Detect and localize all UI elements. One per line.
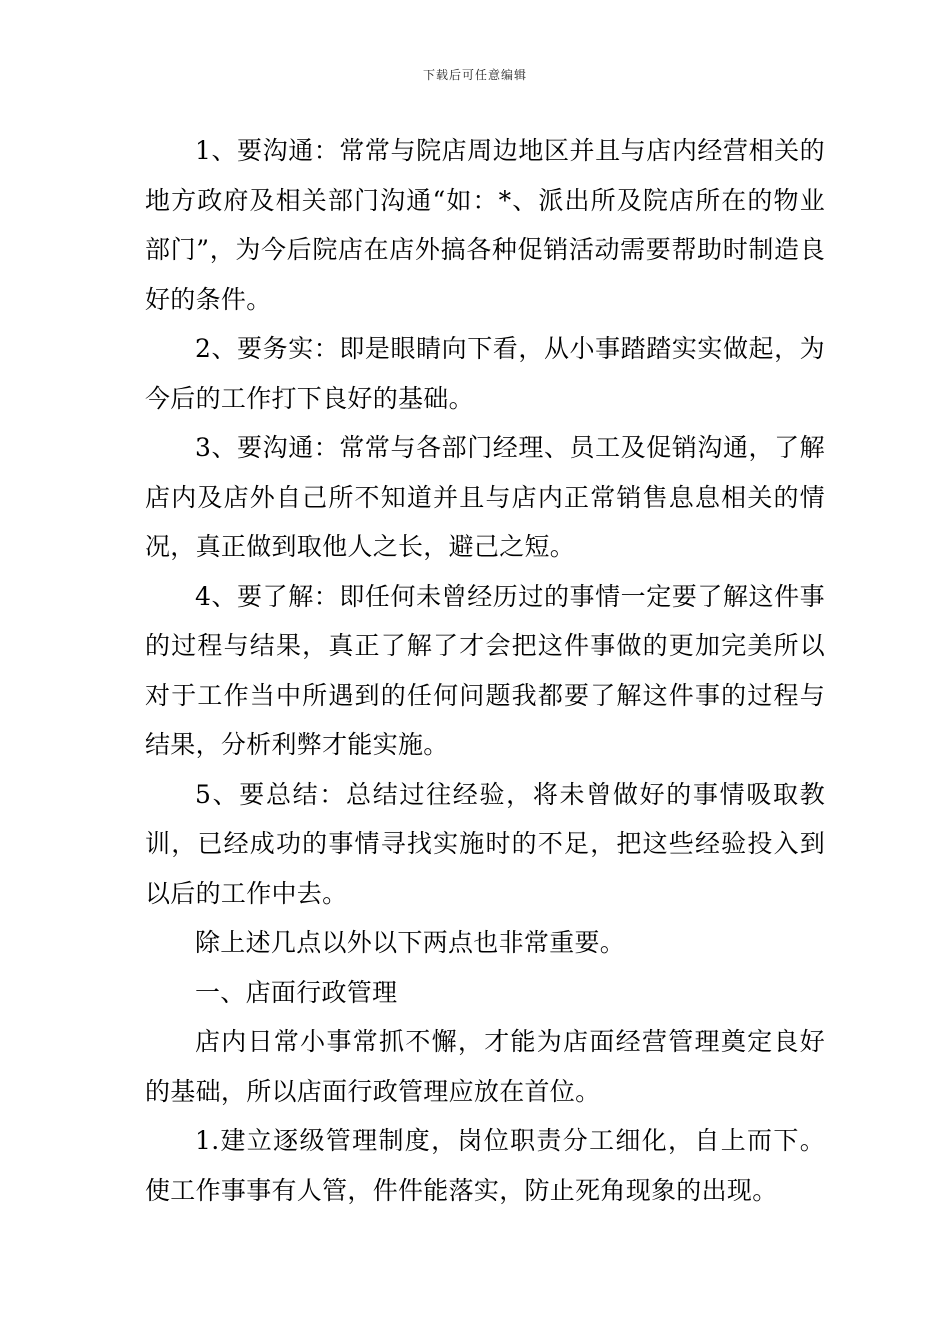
- paragraph-6: 除上述几点以外以下两点也非常重要。: [195, 928, 626, 957]
- section-heading: 一、店面行政管理: [195, 977, 398, 1007]
- paragraph-8: 店内日常小事常抓不懈，才能为店面经营管理奠定良好的基础，所以店面行政管理应放在首位。: [145, 1027, 825, 1106]
- paragraph-5: 5、要总结：总结过往经验，将未曾做好的事情吸取教训，已经成功的事情寻找实施时的不足，把这些经验投入到以后的工作中去。: [145, 779, 825, 908]
- paragraph-1: 1、要沟通：常常与院店周边地区并且与店内经营相关的地方政府及相关部门沟通“如：*、派出所及院店所在的物业部门”，为今后院店在店外搞各种促销活动需要帮助时制造良好的条件。: [145, 136, 825, 314]
- header-note: 下载后可任意编辑: [422, 68, 527, 82]
- paragraph-2: 2、要务实：即是眼睛向下看，从小事踏踏实实做起，为今后的工作打下良好的基础。: [145, 334, 825, 413]
- paragraph-4: 4、要了解：即任何未曾经历过的事情一定要了解这件事的过程与结果，真正了解了才会把这件事做的更加完美所以对于工作当中所遇到的任何问题我都要了解这件事的过程与结果，分析利弊才能实施。: [145, 581, 825, 759]
- paragraph-3: 3、要沟通：常常与各部门经理、员工及促销沟通，了解店内及店外自己所不知道并且与店内正常销售息息相关的情况，真正做到取他人之长，避己之短。: [145, 433, 825, 561]
- paragraph-9: 1.建立逐级管理制度，岗位职责分工细化，自上而下。使工作事事有人管，件件能落实，防止死角现象的出现。: [145, 1126, 825, 1205]
- document-body: [145, 126, 825, 1215]
